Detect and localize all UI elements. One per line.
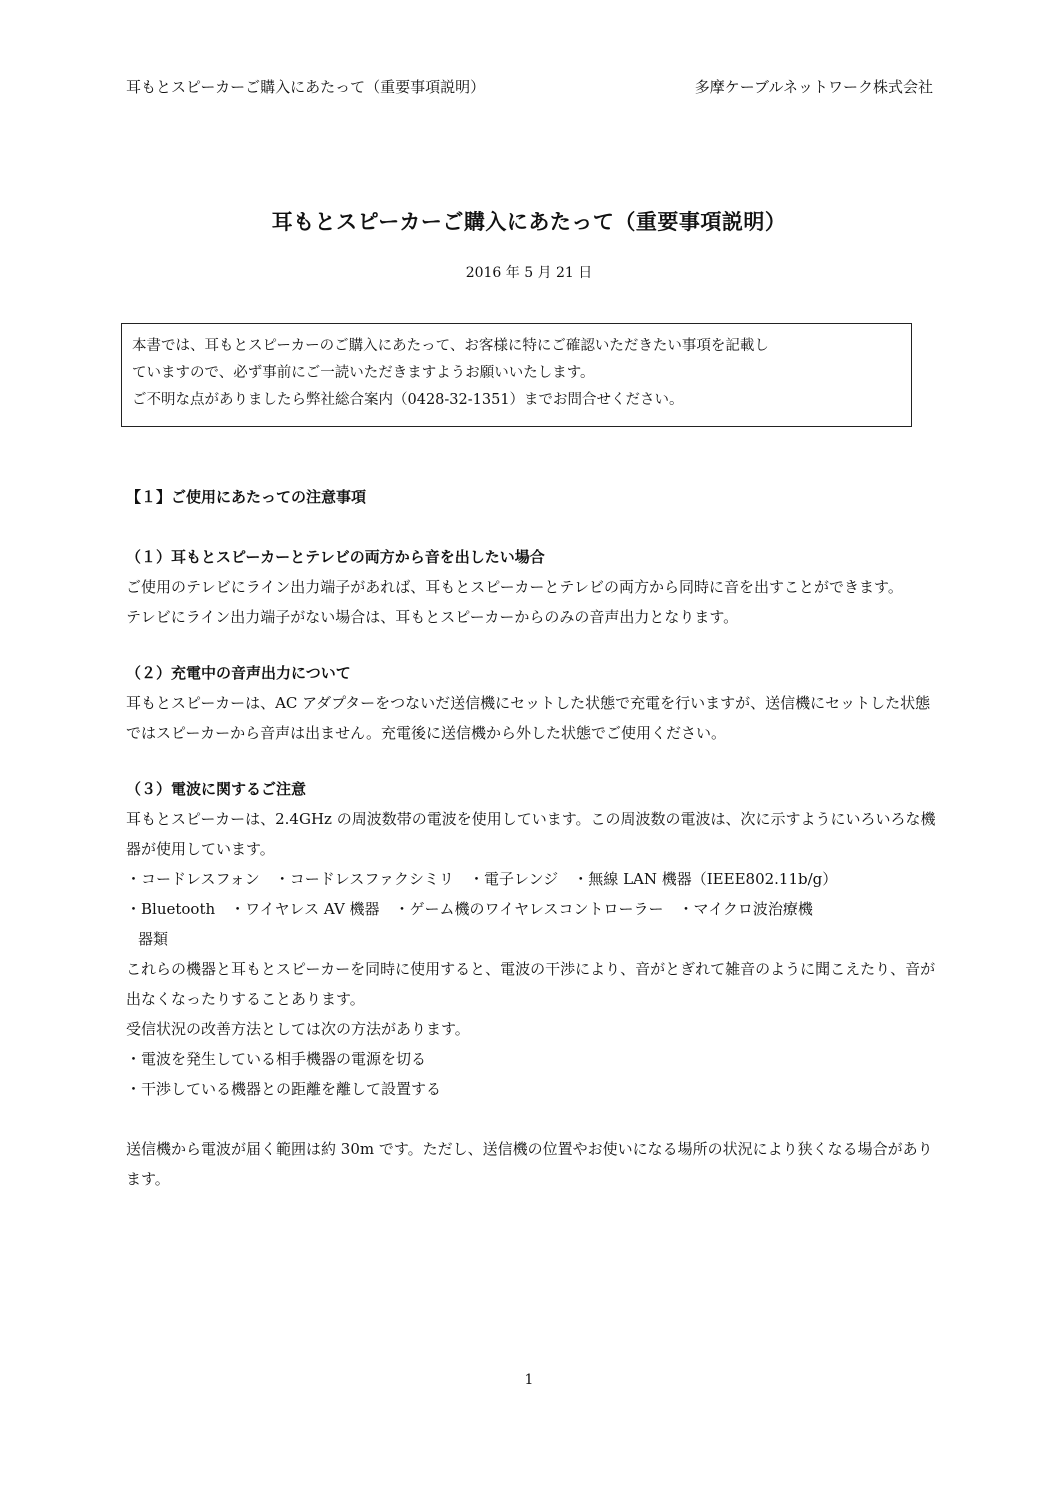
paragraph: ご使用のテレビにライン出力端子があれば、耳もとスピーカーとテレビの両方から同時に音を出すことができます。 xyxy=(126,578,903,596)
paragraph: テレビにライン出力端子がない場合は、耳もとスピーカーからのみの音声出力となります。 xyxy=(126,608,739,626)
document-date: 2016 年 5 月 21 日 xyxy=(465,265,593,281)
section-heading: 【１】ご使用にあたっての注意事項 xyxy=(126,488,367,506)
notice-box xyxy=(121,323,912,427)
notice-line: ご不明な点がありましたら弊社総合案内（0428-32-1351）までお問合せください。 xyxy=(132,392,684,408)
bullet-item: ・干渉している機器との距離を離して設置する xyxy=(126,1080,442,1098)
paragraph: これらの機器と耳もとスピーカーを同時に使用すると、電波の干渉により、音がとぎれて雑音のように聞こえたり、音が出なくなったりすることあります。 xyxy=(126,960,936,1008)
subsection-heading-1: （１）耳もとスピーカーとテレビの両方から音を出したい場合 xyxy=(126,548,545,566)
subsection-heading-2: （２）充電中の音声出力について xyxy=(126,664,351,682)
device-list-line: ・Bluetooth ・ワイヤレス AV 機器 ・ゲーム機のワイヤレスコントローラー ・マイクロ波治療機 xyxy=(126,900,813,918)
document-title: 耳もとスピーカーご購入にあたって（重要事項説明） xyxy=(271,210,787,234)
page-number: 1 xyxy=(524,1372,534,1388)
notice-line: 本書では、耳もとスピーカーのご購入にあたって、お客様に特にご確認いただきたい事項を記載し xyxy=(132,338,769,354)
paragraph: 送信機から電波が届く範囲は約 30m です。ただし、送信機の位置やお使いになる場所の状況により狭くなる場合があります。 xyxy=(126,1140,933,1188)
bullet-item: ・電波を発生している相手機器の電源を切る xyxy=(126,1050,427,1068)
device-list-continuation: 器類 xyxy=(138,930,169,948)
paragraph: 耳もとスピーカーは、2.4GHz の周波数帯の電波を使用しています。この周波数の電波は、次に示すようにいろいろな機器が使用しています。 xyxy=(126,810,936,858)
subsection-heading-3: （３）電波に関するご注意 xyxy=(126,780,307,798)
running-header-title: 耳もとスピーカーご購入にあたって（重要事項説明） xyxy=(126,78,486,96)
paragraph: 耳もとスピーカーは、AC アダプターをつないだ送信機にセットした状態で充電を行いますが、送信機にセットした状態ではスピーカーから音声は出ません。充電後に送信機から外した状態でご使用ください。 xyxy=(126,694,931,742)
notice-line: ていますので、必ず事前にご一読いただきますようお願いいたします。 xyxy=(132,365,595,381)
running-header-company: 多摩ケーブルネットワーク株式会社 xyxy=(694,78,933,96)
device-list-line: ・コードレスフォン ・コードレスファクシミリ ・電子レンジ ・無線 LAN 機器（IEEE802.11b/g） xyxy=(126,870,838,888)
document-body xyxy=(126,482,936,1194)
paragraph: 受信状況の改善方法としては次の方法があります。 xyxy=(126,1020,470,1038)
